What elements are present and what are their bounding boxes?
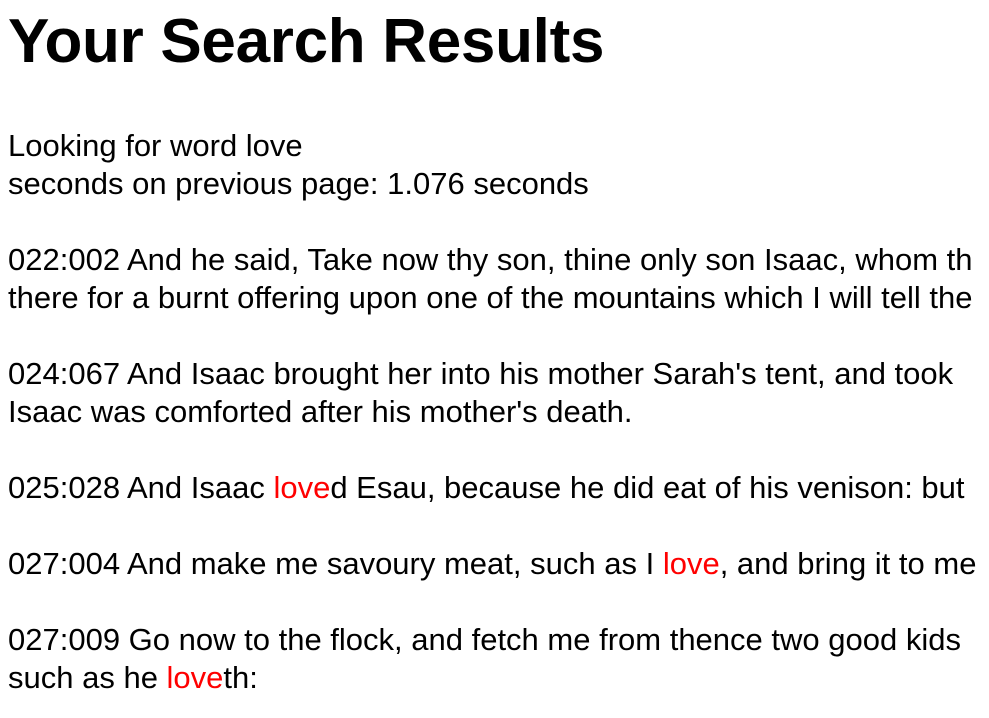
result-line (8, 393, 989, 431)
search-result (8, 621, 989, 697)
results-body (8, 127, 989, 697)
results-list (8, 203, 989, 697)
timing-line: seconds on previous page: 1.076 seconds (8, 166, 589, 201)
verse-text: 024:067 And Isaac brought her into his mother Sarah's tent, and took (8, 356, 954, 391)
search-result (8, 469, 989, 507)
verse-text: 025:028 And Isaac (8, 470, 274, 505)
highlighted-match: love (166, 660, 224, 695)
result-spacer (8, 317, 989, 355)
result-spacer (8, 431, 989, 469)
page-title: Your Search Results (8, 7, 605, 76)
highlighted-match: love (662, 546, 720, 581)
verse-text: 027:004 And make me savoury meat, such as I (8, 546, 663, 581)
verse-text: th: (223, 660, 258, 695)
query-line: Looking for word love (8, 128, 303, 163)
result-line (8, 659, 989, 697)
result-spacer (8, 583, 989, 621)
verse-text: d Esau, because he did eat of his venison: but (330, 470, 965, 505)
search-result (8, 545, 989, 583)
verse-text: 027:009 Go now to the flock, and fetch me from thence two good kids (8, 622, 961, 657)
result-line (8, 241, 989, 279)
result-spacer (8, 203, 989, 241)
search-result (8, 241, 989, 317)
verse-text: such as he (8, 660, 167, 695)
verse-text: Isaac was comforted after his mother's death. (8, 394, 633, 429)
search-result (8, 355, 989, 431)
verse-text: , and bring it to me (719, 546, 977, 581)
result-line (8, 355, 989, 393)
result-spacer (8, 507, 989, 545)
verse-text: 022:002 And he said, Take now thy son, thine only son Isaac, whom th (8, 242, 973, 277)
result-line (8, 469, 989, 507)
result-line (8, 545, 989, 583)
verse-text: there for a burnt offering upon one of the mountains which I will tell the (8, 280, 973, 315)
highlighted-match: love (273, 470, 331, 505)
result-line (8, 279, 989, 317)
result-line (8, 621, 989, 659)
